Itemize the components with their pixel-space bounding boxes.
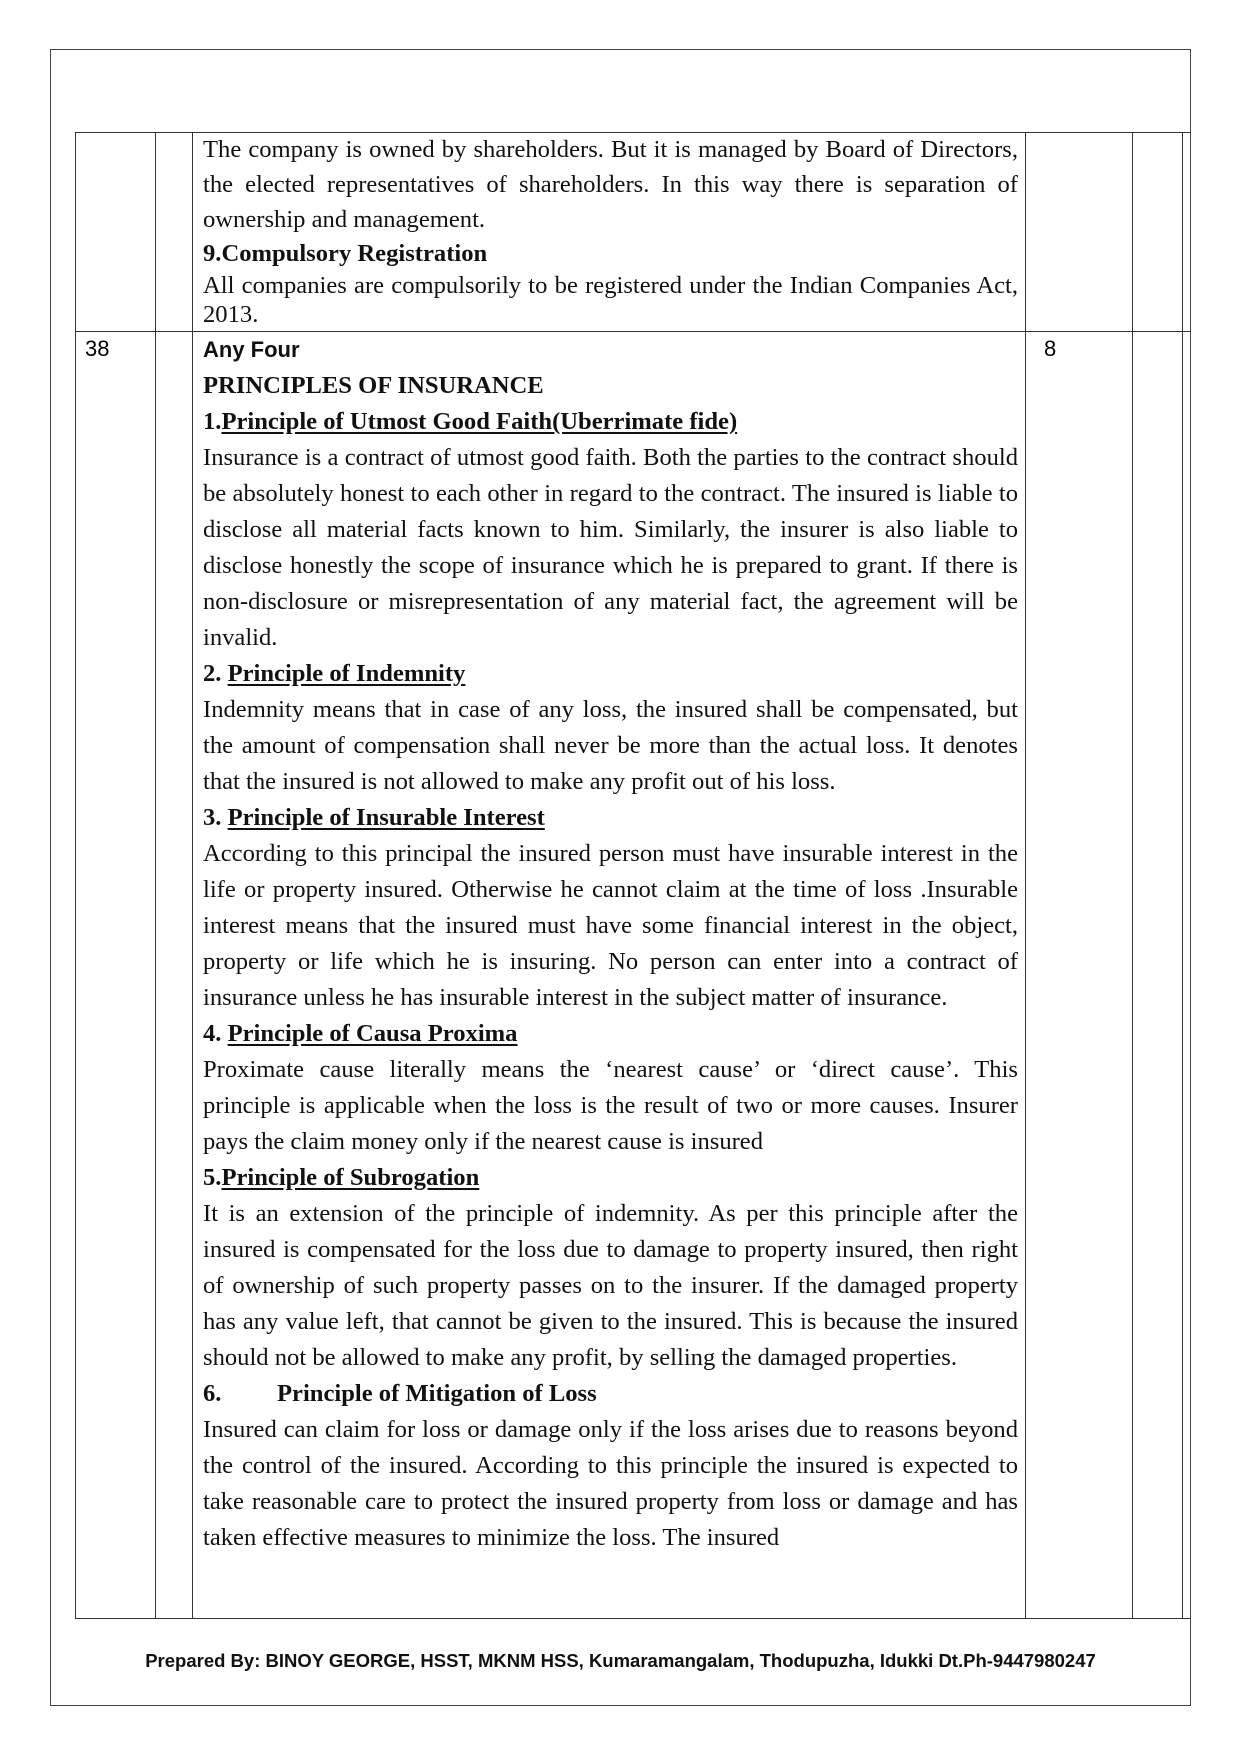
principle-heading bbox=[203, 800, 1018, 836]
column-border bbox=[75, 132, 76, 1619]
principle-number: 3. bbox=[203, 804, 228, 831]
principle-heading bbox=[203, 1376, 1018, 1412]
principle-name: Principle of Subrogation bbox=[221, 1164, 480, 1191]
principle-heading bbox=[203, 656, 1018, 692]
registration-paragraph: All companies are compulsorily to be registered under the Indian Companies Act, 2013. bbox=[203, 272, 1018, 328]
principle-text: According to this principal the insured person must have insurable interest in the life or property insured. Otherwise he cannot claim at the time of loss .Insurable interest means that the insured must have some financial interest in the object, property or life which he is insuring. No person can enter into a contract of insurance unless he has insurable interest in the subject matter of insurance. bbox=[203, 840, 1018, 1011]
principle-heading bbox=[203, 404, 1018, 440]
principle-name: Principle of Indemnity bbox=[227, 660, 466, 687]
column-border bbox=[155, 132, 156, 1619]
section-heading: 9.Compulsory Registration bbox=[203, 240, 488, 267]
column-border bbox=[1182, 132, 1183, 1619]
column-border bbox=[1132, 132, 1133, 1619]
principle-text: Indemnity means that in case of any loss, the insured shall be compensated, but the amount of compensation shall never be more than the actual loss. It denotes that the insured is not allowed to make any profit out of his loss. bbox=[203, 696, 1018, 795]
column-border bbox=[1025, 132, 1026, 1619]
principle-text: It is an extension of the principle of indemnity. As per this principle after the insured is compensated for the loss due to damage to property insured, then right of ownership of such property passes on to the insurer. If the damaged property has any value left, that cannot be given to the insured. This is because the insured should not be allowed to make any profit, by selling the damaged properties. bbox=[203, 1200, 1018, 1371]
question-marks: 8 bbox=[1044, 336, 1057, 361]
question-answer bbox=[203, 332, 1018, 1556]
ownership-paragraph: The company is owned by shareholders. But it is managed by Board of Directors, the elected representatives of shareholders. In this way there is separation of ownership and management. bbox=[203, 136, 1018, 233]
principle-heading bbox=[203, 1160, 1018, 1196]
continued-answer bbox=[203, 132, 1018, 329]
answer-title: PRINCIPLES OF INSURANCE bbox=[203, 372, 544, 399]
answer-instruction: Any Four bbox=[203, 337, 300, 362]
principle-name: Principle of Utmost Good Faith(Uberrimate fide) bbox=[221, 408, 738, 435]
principle-text: Insured can claim for loss or damage only if the loss arises due to reasons beyond the control of the insured. According to this principle the insured is expected to take reasonable care to protect the insured property from loss or damage and has taken effective measures to minimize the loss. The insured bbox=[203, 1416, 1018, 1551]
principle-heading bbox=[203, 1016, 1018, 1052]
column-border bbox=[192, 132, 193, 1619]
principle-text: Proximate cause literally means the ‘nearest cause’ or ‘direct cause’. This principle is applicable when the loss is the result of two or more causes. Insurer pays the claim money only if the nearest cause is insured bbox=[203, 1056, 1018, 1155]
table-bottom-border bbox=[75, 1618, 1190, 1619]
page-footer: Prepared By: BINOY GEORGE, HSST, MKNM HSS, Kumaramangalam, Thodupuzha, Idukki Dt.Ph-9447980247 bbox=[145, 1650, 1096, 1671]
question-number: 38 bbox=[85, 336, 110, 361]
principle-name: Principle of Mitigation of Loss bbox=[277, 1380, 597, 1407]
principle-number: 4. bbox=[203, 1020, 228, 1047]
principle-name: Principle of Causa Proxima bbox=[227, 1020, 518, 1047]
principle-number: 1. bbox=[203, 408, 222, 435]
principle-number: 2. bbox=[203, 660, 228, 687]
principle-text: Insurance is a contract of utmost good faith. Both the parties to the contract should be absolutely honest to each other in regard to the contract. The insured is liable to disclose all material facts known to him. Similarly, the insurer is also liable to disclose honestly the scope of insurance which he is prepared to grant. If there is non-disclosure or misrepresentation of any material fact, the agreement will be invalid. bbox=[203, 444, 1018, 651]
principle-number: 6. bbox=[203, 1380, 222, 1407]
principle-number: 5. bbox=[203, 1164, 222, 1191]
principle-name: Principle of Insurable Interest bbox=[227, 804, 545, 831]
